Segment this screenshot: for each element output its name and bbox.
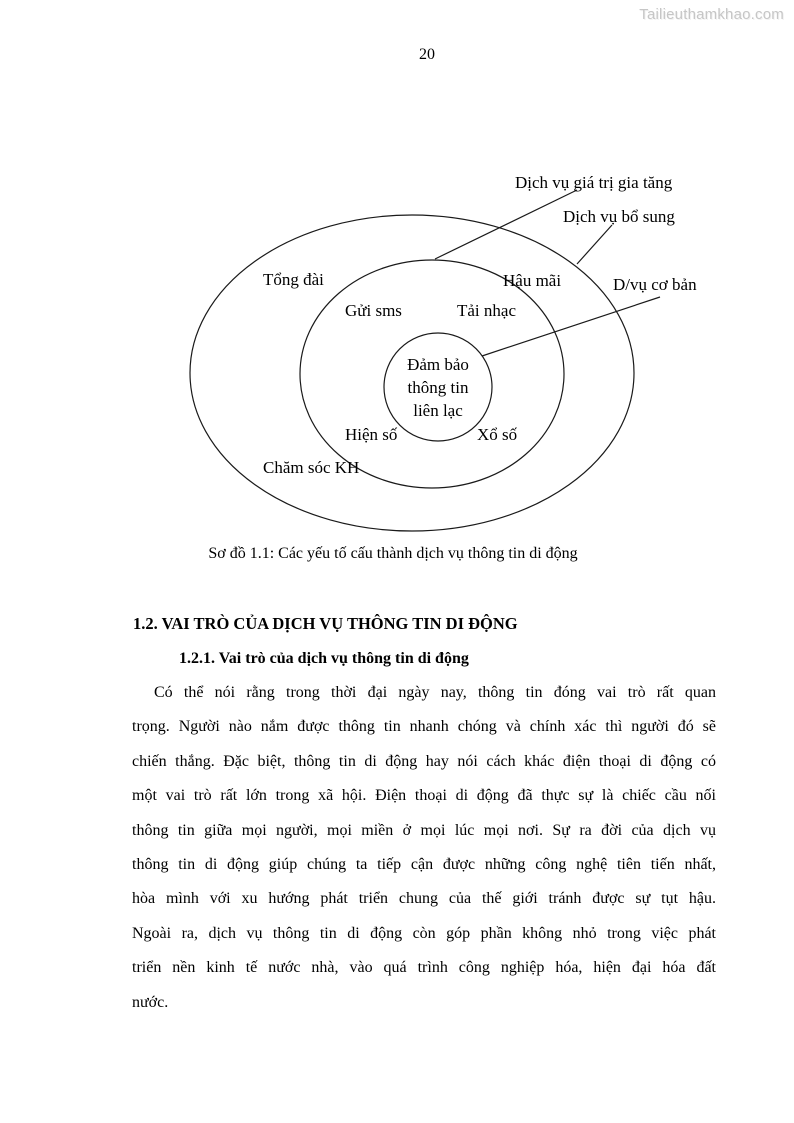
center-text-line1: Đảm bảo (407, 355, 469, 374)
leader-line-value-added (435, 190, 577, 259)
paragraph-line: trọng. Người nào nắm được thông tin nhanh chóng và chính xác thì người đó sẽ (132, 718, 716, 736)
center-text-line2: thông tin (407, 378, 469, 397)
paragraph-line: nước. (132, 993, 169, 1011)
diagram-caption: Sơ đồ 1.1: Các yếu tố cấu thành dịch vụ thông tin di động (208, 545, 578, 562)
label-xo-so: Xổ số (477, 425, 518, 444)
label-gui-sms: Gửi sms (345, 301, 402, 320)
paragraph-line: Có thể nói rằng trong thời đại ngày nay, thông tin đóng vai trò rất quan (154, 684, 716, 701)
label-value-added-services: Dịch vụ giá trị gia tăng (515, 173, 673, 192)
paragraph-line: hòa mình với xu hướng phát triển chung của thế giới tránh được sự tụt hậu. (132, 890, 716, 908)
label-hien-so: Hiện số (345, 425, 398, 444)
center-text-line3: liên lạc (413, 401, 463, 420)
paragraph-line: thông tin giữa mọi người, mọi miền ở mọi lúc mọi nơi. Sự ra đời của dịch vụ (132, 821, 716, 839)
label-tong-dai: Tổng đài (263, 270, 324, 289)
page-number: 20 (419, 46, 435, 63)
label-basic-services: D/vụ cơ bản (613, 275, 697, 294)
paragraph-line: Ngoài ra, dịch vụ thông tin di động còn góp phần không nhỏ trong việc phát (132, 924, 716, 942)
label-tai-nhac: Tải nhạc (457, 301, 516, 320)
paragraph-line: triển nền kinh tế nước nhà, vào quá trình công nghiệp hóa, hiện đại hóa đất (132, 959, 716, 977)
service-components-diagram (0, 0, 794, 560)
body-paragraph (132, 676, 716, 1020)
leader-line-supplementary (577, 225, 612, 264)
middle-ellipse (300, 260, 564, 488)
paragraph-line: một vai trò rất lớn trong xã hội. Điện thoại di động đã thực sự là chiếc cầu nối (132, 787, 716, 805)
label-cham-soc-kh: Chăm sóc KH (263, 458, 360, 477)
label-hau-mai: Hậu mãi (503, 271, 562, 290)
section-heading: 1.2. VAI TRÒ CỦA DỊCH VỤ THÔNG TIN DI ĐỘNG (133, 614, 518, 633)
subsection-heading: 1.2.1. Vai trò của dịch vụ thông tin di động (179, 650, 469, 667)
label-supplementary-services: Dịch vụ bổ sung (563, 207, 675, 226)
watermark: Tailieuthamkhao.com (639, 6, 784, 23)
paragraph-line: chiến thắng. Đặc biệt, thông tin di động hay nói cách khác điện thoại di động có (132, 752, 716, 770)
paragraph-line: thông tin di động giúp chúng ta tiếp cận được những công nghệ tiên tiến nhất, (132, 855, 716, 873)
